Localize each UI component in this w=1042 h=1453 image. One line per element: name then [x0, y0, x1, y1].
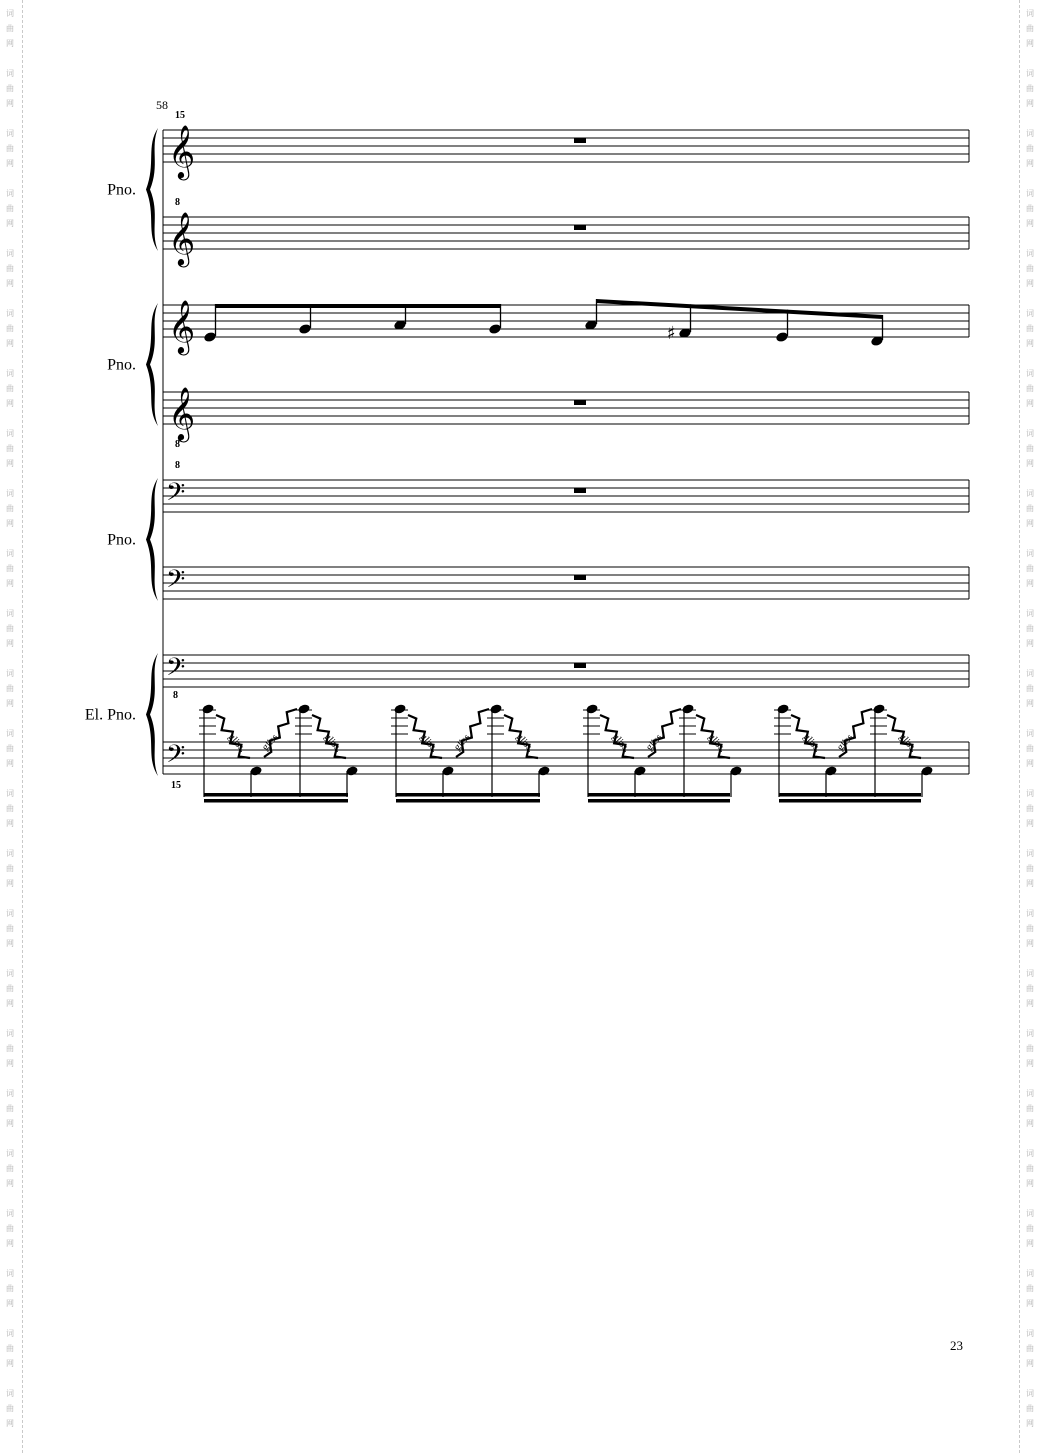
brace	[146, 128, 158, 251]
watermark-glyphs: 词 曲 网	[6, 1029, 14, 1068]
note-head-high	[393, 703, 406, 714]
note-head-high	[872, 703, 885, 714]
watermark-glyphs: 词 曲 网	[1026, 129, 1034, 168]
beam	[588, 793, 730, 797]
watermark-glyphs: 词 曲 网	[6, 489, 14, 528]
beam	[596, 299, 883, 319]
instrument-label: El. Pno.	[84, 706, 136, 724]
gliss-label: gliss.	[896, 731, 919, 755]
note-head-high	[776, 703, 789, 714]
watermark-glyphs: 词 曲 网	[6, 609, 14, 648]
watermark-glyphs: 词 曲 网	[1026, 1089, 1034, 1128]
note-head-high	[585, 703, 598, 714]
bass-clef: 𝄢	[166, 565, 186, 600]
gliss-label: gliss.	[644, 730, 667, 754]
gliss-label: gliss.	[609, 731, 632, 755]
watermark-glyphs: 词 曲 网	[6, 549, 14, 588]
bass-clef: 𝄢	[166, 740, 186, 775]
note-head	[488, 323, 502, 335]
note-head-high	[201, 703, 214, 714]
watermark-glyphs: 词 曲 网	[6, 369, 14, 408]
watermark-glyphs: 词 曲 网	[1026, 849, 1034, 888]
watermark-glyphs: 词 曲 网	[1026, 549, 1034, 588]
gliss-label: gliss.	[513, 731, 536, 755]
watermark-glyphs: 词 曲 网	[6, 249, 14, 288]
beam	[588, 799, 730, 803]
octave-mark: 8	[175, 197, 180, 208]
whole-rest	[574, 663, 586, 668]
watermark-glyphs: 词 曲 网	[6, 1389, 14, 1428]
watermark-glyphs: 词 曲 网	[6, 1089, 14, 1128]
note-head-high	[681, 703, 694, 714]
watermark-glyphs: 词 曲 网	[6, 309, 14, 348]
system-braces	[146, 128, 158, 776]
note-head-high	[297, 703, 310, 714]
watermark-glyphs: 词 曲 网	[6, 1269, 14, 1308]
watermark-glyphs: 词 曲 网	[1026, 1269, 1034, 1308]
gliss-label: gliss.	[800, 731, 823, 755]
treble-clef: 𝄞	[168, 299, 196, 353]
watermark-glyphs: 词 曲 网	[6, 429, 14, 468]
watermark-glyphs: 词 曲 网	[1026, 489, 1034, 528]
watermark-glyphs: 词 曲 网	[1026, 669, 1034, 708]
gliss-label: gliss.	[321, 731, 344, 755]
watermark-glyphs: 词 曲 网	[6, 189, 14, 228]
octave-mark: 15	[171, 780, 181, 791]
watermark-glyphs: 词 曲 网	[6, 789, 14, 828]
brace	[146, 303, 158, 426]
gliss-label: gliss.	[705, 731, 728, 755]
watermark-glyphs: 词 曲 网	[6, 669, 14, 708]
notes-layer	[203, 299, 884, 347]
page-number: 23	[950, 1338, 963, 1353]
whole-rest	[574, 575, 586, 580]
staff-lines	[163, 130, 969, 774]
watermark-glyphs: 词 曲 网	[1026, 1329, 1034, 1368]
clefs	[166, 110, 195, 791]
whole-rest	[574, 138, 586, 143]
watermark-glyphs: 词 曲 网	[1026, 609, 1034, 648]
watermark-glyphs: 词 曲 网	[1026, 189, 1034, 228]
instrument-label: Pno.	[107, 356, 136, 374]
beam	[779, 799, 921, 803]
watermark-glyphs: 词 曲 网	[1026, 1209, 1034, 1248]
beam	[204, 799, 348, 803]
whole-rest	[574, 488, 586, 493]
measure-number: 58	[156, 98, 168, 112]
watermark-glyphs: 词 曲 网	[6, 9, 14, 48]
gliss-label: gliss.	[260, 730, 283, 754]
bass-clef: 𝄢	[166, 478, 186, 513]
watermark-glyphs: 词 曲 网	[1026, 1029, 1034, 1068]
beam	[779, 793, 921, 797]
beam	[396, 799, 540, 803]
note-head	[775, 331, 789, 343]
gliss-label: gliss.	[835, 730, 858, 754]
beam	[204, 793, 348, 797]
watermark-glyphs: 词 曲 网	[6, 969, 14, 1008]
watermark-glyphs: 词 曲 网	[1026, 9, 1034, 48]
watermark-glyphs: 词 曲 网	[1026, 1149, 1034, 1188]
watermark-glyphs: 词 曲 网	[6, 729, 14, 768]
treble-clef: 𝄞	[168, 386, 196, 440]
beam	[215, 304, 501, 308]
watermark-glyphs: 词 曲 网	[6, 909, 14, 948]
brace	[146, 478, 158, 601]
note-head	[203, 331, 217, 343]
octave-mark: 8	[175, 439, 180, 450]
sharp-accidental: ♯	[667, 323, 676, 344]
watermark-glyphs: 词 曲 网	[6, 1329, 14, 1368]
watermark-glyphs: 词 曲 网	[6, 1149, 14, 1188]
brace	[146, 653, 158, 776]
watermark-glyphs: 词 曲 网	[1026, 309, 1034, 348]
watermark-glyphs: 词 曲 网	[1026, 369, 1034, 408]
watermark-glyphs: 词 曲 网	[6, 69, 14, 108]
instrument-label: Pno.	[107, 181, 136, 199]
watermark-glyphs: 词 曲 网	[1026, 69, 1034, 108]
watermark-glyphs: 词 曲 网	[6, 1209, 14, 1248]
note-head-high	[489, 703, 502, 714]
note-head	[298, 323, 312, 335]
instrument-labels	[85, 182, 136, 724]
treble-clef: 𝄞	[168, 211, 196, 265]
octave-mark: 8	[173, 690, 178, 701]
gliss-label: gliss.	[417, 731, 440, 755]
treble-clef: 𝄞	[168, 124, 196, 178]
watermark-glyphs: 词 曲 网	[6, 849, 14, 888]
instrument-label: Pno.	[107, 531, 136, 549]
octave-mark: 15	[175, 110, 185, 121]
gliss-label: gliss.	[452, 730, 475, 754]
bass-clef: 𝄢	[166, 653, 186, 688]
glissando-layer	[199, 703, 934, 802]
watermark-glyphs: 词 曲 网	[1026, 909, 1034, 948]
watermark-glyphs: 词 曲 网	[1026, 969, 1034, 1008]
whole-rest	[574, 400, 586, 405]
watermark-glyphs: 词 曲 网	[6, 129, 14, 168]
whole-rest	[574, 225, 586, 230]
watermark-glyphs: 词 曲 网	[1026, 789, 1034, 828]
watermark-glyphs: 词 曲 网	[1026, 729, 1034, 768]
gliss-label: gliss.	[225, 731, 248, 755]
watermark-glyphs: 词 曲 网	[1026, 1389, 1034, 1428]
beam	[396, 793, 540, 797]
watermark-glyphs: 词 曲 网	[1026, 249, 1034, 288]
octave-mark: 8	[175, 460, 180, 471]
watermark-glyphs: 词 曲 网	[1026, 429, 1034, 468]
